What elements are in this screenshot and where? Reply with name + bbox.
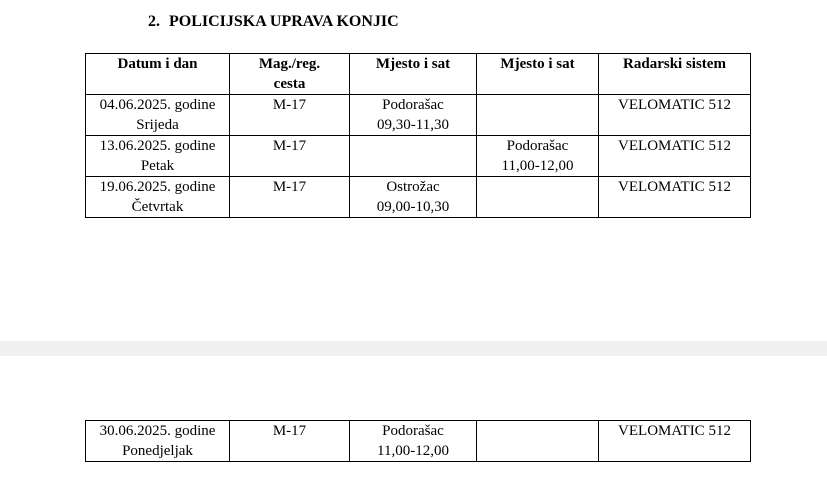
radar-schedule-table-continued <box>85 420 751 462</box>
cell-date: 04.06.2025. godine Srijeda <box>86 95 230 136</box>
page-break-gap <box>0 341 827 356</box>
cell-road: M-17 <box>230 177 350 218</box>
header-radar: Radarski sistem <box>599 54 751 95</box>
cell-road: M-17 <box>230 421 350 462</box>
cell-radar: VELOMATIC 512 <box>599 177 751 218</box>
cell-road: M-17 <box>230 95 350 136</box>
cell-date: 19.06.2025. godine Četvrtak <box>86 177 230 218</box>
cell-road: M-17 <box>230 136 350 177</box>
cell-radar: VELOMATIC 512 <box>599 95 751 136</box>
header-place-1: Mjesto i sat <box>350 54 477 95</box>
cell-place-1 <box>350 136 477 177</box>
table-header-row <box>86 54 751 95</box>
section-number: 2. <box>148 13 160 30</box>
cell-place-1: Ostrožac 09,00-10,30 <box>350 177 477 218</box>
cell-date: 30.06.2025. godine Ponedjeljak <box>86 421 230 462</box>
cell-place-1: Podorašac 09,30-11,30 <box>350 95 477 136</box>
cell-radar: VELOMATIC 512 <box>599 136 751 177</box>
cell-place-1: Podorašac 11,00-12,00 <box>350 421 477 462</box>
table-row <box>86 421 751 462</box>
cell-place-2: Podorašac 11,00-12,00 <box>477 136 599 177</box>
table-row <box>86 95 751 136</box>
table-row <box>86 136 751 177</box>
section-title: POLICIJSKA UPRAVA KONJIC <box>169 13 399 30</box>
header-place-2: Mjesto i sat <box>477 54 599 95</box>
cell-place-2 <box>477 421 599 462</box>
radar-schedule-table <box>85 53 751 218</box>
section-heading <box>148 13 399 31</box>
header-date: Datum i dan <box>86 54 230 95</box>
cell-place-2 <box>477 177 599 218</box>
table-row <box>86 177 751 218</box>
cell-date: 13.06.2025. godine Petak <box>86 136 230 177</box>
cell-radar: VELOMATIC 512 <box>599 421 751 462</box>
header-road: Mag./reg. cesta <box>230 54 350 95</box>
cell-place-2 <box>477 95 599 136</box>
